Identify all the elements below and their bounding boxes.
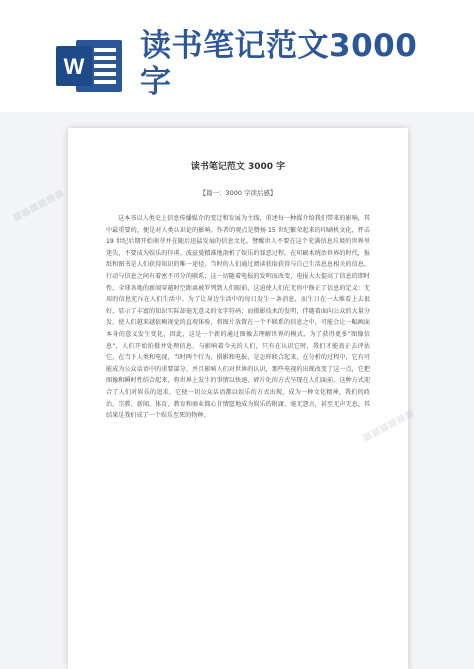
section-label: 【篇一：3000 字读后感】 — [199, 189, 277, 197]
document-title: 读书笔记范文3000字 — [140, 28, 418, 100]
header-banner — [0, 0, 474, 112]
word-document-icon — [54, 38, 124, 94]
watermark: ■■■■■■ — [10, 187, 66, 224]
document-page — [68, 128, 408, 669]
page-title: 读书笔记范文 3000 字 — [190, 162, 286, 172]
body-paragraph: 这本书以人类史上信息传播媒介的变迁和发展为主线，重述每一种媒介给我们带来的影响，其中最重要的，便是对人类认识论的影响。作者的观点是赞扬 15 世纪繁荣起来的印刷机文化，抨击 19 世纪后期开始萌芽并在随后迅猛发展的信息文化。譬醒世人不要在这个充满信息垃圾的世界里迷失，不要成为娱乐的俘虏。波兹曼精准地剖析了娱乐的罪恶过程。在印刷术统治世界的时代，报纸和图书是人们获得知识的唯一途径，当时的人们通过阅读获取获得与自己生活息息相关的信息，行动与信息之间有着密不可分的联系；这一切随着电报的发明而改变，电报大大提高了信息的即时性，全球各地的新闻穿越时空距离被罗列到人们眼前，这迫使人们在无形中修正了信息的定义：无用的信息充斥在人们生活中。为了让身边生活中的每日发生一条消息，而生日在一大堆看上去很好，显示了丰富的知识实际却毫无意义的文字符码；而摄影技术的发明，伴随着面向公众的大量分发，使人们越来越依赖视觉的直观体验，将图片放置在一个不联系的信息之中，可能会让一幅画面本身的意义发生变化，因此，这是一个新的通过图像去理解世界的模式，为了获得更多“图像信息”，人们开始拍摄并处理信息，与影响着今天的人们，只有在认识它时，我们才能真正去评估它，在当下人类和电视，当时两个行为，摄影和电报，是怎样联合起来，在分析的过程中，它有可能成为公众话语中的重要部分，并且影响人们对世界的认识，那些电视的出现改变了这一点，它把图像和瞬时性结合起来，将世界上发生的事情以快速、碎片化的方式呈现在人们面前，这种方式迎合了人们对娱乐的追求，它使一切公众话语都以娱乐的方式出现，成为一种文化精神，我们的政治、宗教、新闻、体育、教育和商业都心甘情愿地成为娱乐的附庸，毫无怨言，甚至无声无息，其结果是我们成了一个娱乐至死的物种。 — [106, 215, 370, 420]
svg-text:W: W — [63, 54, 85, 79]
